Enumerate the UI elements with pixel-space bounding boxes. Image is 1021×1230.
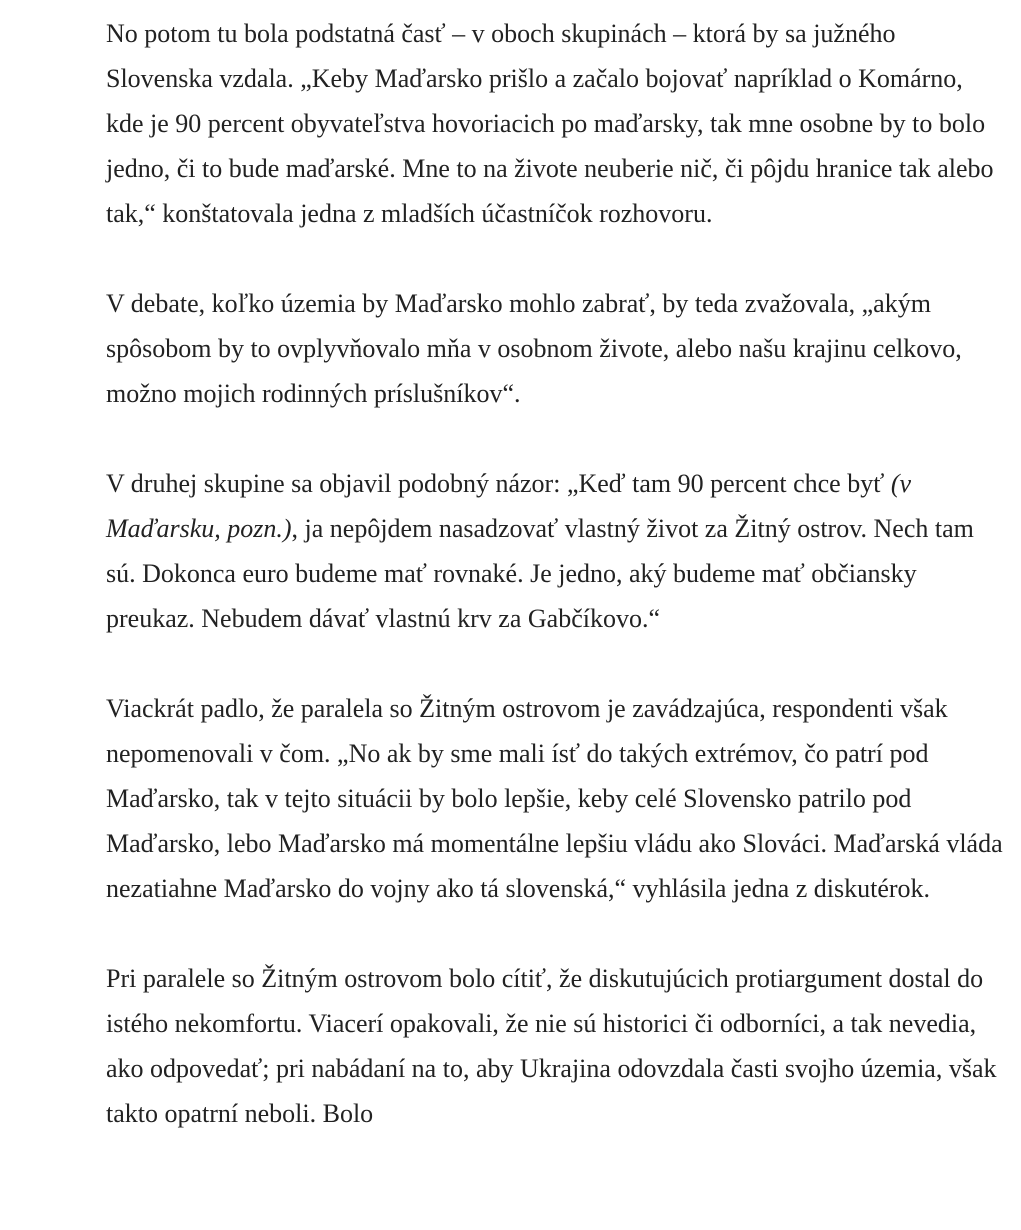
paragraph-3-text-end: , ja nepôjdem nasadzovať vlastný život za Žitný ostrov. Nech tam sú. Dokonca euro budeme mať rovnaké. Je jedno, aký budeme mať občiansky preukaz. Nebudem dávať vlastnú krv za Gabčíkovo.“: [106, 514, 974, 633]
paragraph-2: V debate, koľko územia by Maďarsko mohlo zabrať, by teda zvažovala, „akým spôsobom by to ovplyvňovalo mňa v osobnom živote, alebo našu krajinu celkovo, možno mojich rodinných príslušníkov“.: [106, 289, 962, 408]
article-body: [106, 11, 1006, 1181]
paragraph-4: Viackrát padlo, že paralela so Žitným ostrovom je zavádzajúca, respondenti však nepomenovali v čom. „No ak by sme mali ísť do takých extrémov, čo patrí pod Maďarsko, tak v tejto situácii by bolo lepšie, keby celé Slovensko patrilo pod Maďarsko, lebo Maďarsko má momentálne lepšiu vládu ako Slováci. Maďarská vláda nezatiahne Maďarsko do vojny ako tá slovenská,“ vyhlásila jedna z diskutérok.: [106, 694, 1003, 903]
paragraph-5: Pri paralele so Žitným ostrovom bolo cítiť, že diskutujúcich protiargument dostal do istého nekomfortu. Viacerí opakovali, že nie sú historici či odborníci, a tak nevedia, ako odpovedať; pri nabádaní na to, aby Ukrajina odovzdala časti svojho územia, však takto opatrní neboli. Bolo: [106, 964, 997, 1128]
paragraph-1: No potom tu bola podstatná časť – v oboch skupinách – ktorá by sa južného Slovenska vzdala. „Keby Maďarsko prišlo a začalo bojovať napríklad o Komárno, kde je 90 percent obyvateľstva hovoriacich po maďarsky, tak mne osobne by to bolo jedno, či to bude maďarské. Mne to na živote neuberie nič, či pôjdu hranice tak alebo tak,“ konštatovala jedna z mladších účastníčok rozhovoru.: [106, 19, 994, 228]
paragraph-3: [106, 461, 1006, 641]
paragraph-3-text-start: V druhej skupine sa objavil podobný názor: „Keď tam 90 percent chce byť: [106, 469, 891, 498]
editor-note: (v Maďarsku, pozn.): [106, 469, 912, 543]
